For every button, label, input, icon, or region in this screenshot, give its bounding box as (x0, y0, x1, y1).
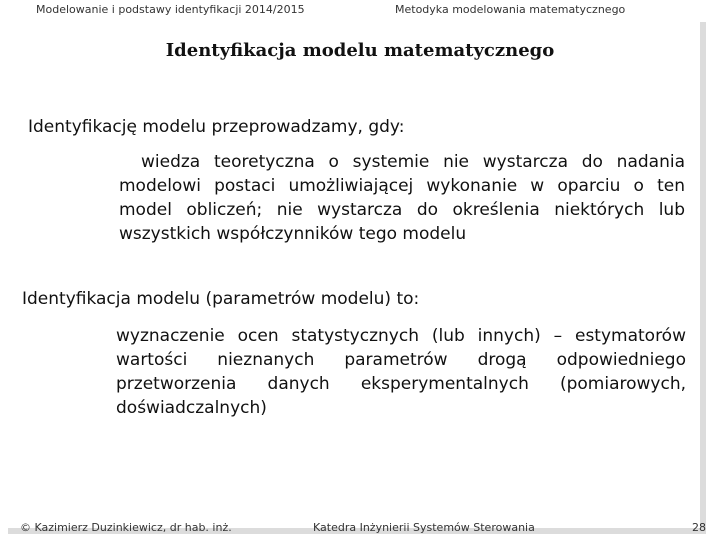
slide-frame (8, 22, 706, 534)
paragraph-line: przetworzenia danych eksperymentalnych (pomiarowych, (116, 374, 686, 394)
paragraph-line: modelowi postaci umożliwiającej wykonanie w oparciu o ten (119, 176, 685, 196)
slide-title: Identyfikacja modelu matematycznego (165, 40, 555, 61)
footer-department: Katedra Inżynierii Systemów Sterowania (313, 521, 535, 534)
section2-paragraph (116, 324, 686, 420)
course-title: Modelowanie i podstawy identyfikacji 2014/2015 (36, 3, 305, 16)
paragraph-line: doświadczalnych) (116, 398, 267, 418)
paragraph-line: wyznaczenie ocen statystycznych (lub innych) – estymatorów (116, 326, 686, 346)
footer-author: © Kazimierz Duzinkiewicz, dr hab. inż. (20, 521, 232, 534)
section2-heading: Identyfikacja modelu (parametrów modelu) to: (22, 289, 420, 309)
section1-paragraph (119, 150, 685, 246)
paragraph-line: wszystkich współczynników tego modelu (119, 224, 467, 244)
page-number: 28 (692, 521, 706, 534)
paragraph-line: wartości nieznanych parametrów drogą odpowiedniego (116, 350, 686, 370)
paragraph-line: model obliczeń; nie wystarcza do określenia niektórych lub (119, 200, 685, 220)
section1-heading: Identyfikację modelu przeprowadzamy, gdy: (28, 117, 405, 137)
paragraph-line: wiedza teoretyczna o systemie nie wystarcza do nadania (141, 152, 685, 172)
slide-footer (0, 518, 720, 538)
section-title: Metodyka modelowania matematycznego (395, 3, 626, 16)
slide-header (0, 0, 720, 20)
